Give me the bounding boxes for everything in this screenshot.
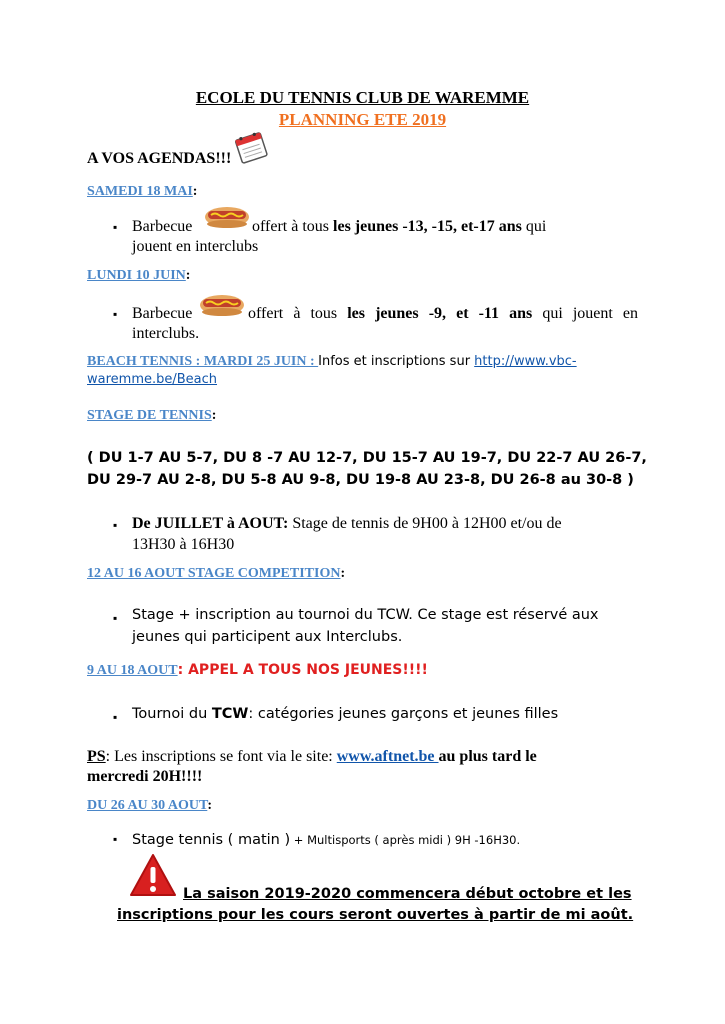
stage-bullet-line2: 13H30 à 16H30 [132, 536, 235, 553]
bullet: ▪ [113, 307, 118, 321]
section-appel-heading: 9 AU 18 AOUT: APPEL A TOUS NOS JEUNES!!!! [87, 662, 428, 678]
lundi-bullet-line2: interclubs. [132, 325, 200, 342]
competition-bullet-line2: jeunes qui participent aux Interclubs. [132, 629, 403, 645]
page-title: ECOLE DU TENNIS CLUB DE WAREMME [195, 88, 530, 107]
section-stage-heading: STAGE DE TENNIS: [87, 408, 217, 423]
beach-tennis-section: BEACH TENNIS : MARDI 25 JUIN : Infos et inscriptions sur http://www.vbc- [87, 354, 577, 369]
section-lundi-heading: LUNDI 10 JUIN: [87, 268, 191, 283]
beach-link[interactable]: http://www.vbc- [474, 354, 577, 369]
page-subtitle: PLANNING ETE 2019 [278, 110, 447, 129]
bullet: ▪ [113, 220, 118, 234]
notice-line1: La saison 2019-2020 commencera début octobre et les [183, 886, 632, 902]
section-samedi-heading: SAMEDI 18 MAI: [87, 184, 198, 199]
stage-bullet: De JUILLET à AOUT: Stage de tennis de 9H00 à 12H00 et/ou de [132, 515, 562, 532]
hotdog-icon [198, 288, 246, 323]
stage-dates-line1: ( DU 1-7 AU 5-7, DU 8 -7 AU 12-7, DU 15-7 AU 19-7, DU 22-7 AU 26-7, [87, 450, 647, 466]
appel-bullet: Tournoi du TCW: catégories jeunes garçons et jeunes filles [132, 706, 559, 722]
samedi-bullet-text: Barbecue [132, 218, 193, 235]
hotdog-icon [203, 200, 251, 235]
section-last-heading: DU 26 AU 30 AOUT: [87, 798, 212, 813]
calendar-icon [232, 128, 270, 171]
competition-bullet-line1: Stage + inscription au tournoi du TCW. Ce stage est réservé aux [132, 607, 599, 623]
samedi-bullet-line2: jouent en interclubs [132, 238, 259, 255]
last-bullet: Stage tennis ( matin ) + Multisports ( après midi ) 9H -16H30. [132, 832, 521, 848]
warning-icon [128, 852, 178, 903]
section-competition-heading: 12 AU 16 AOUT STAGE COMPETITION: [87, 566, 346, 581]
notice-line2: inscriptions pour les cours seront ouvertes à partir de mi août. [117, 907, 634, 923]
agendas-heading: A VOS AGENDAS!!! [87, 150, 232, 167]
aftnet-link[interactable]: www.aftnet.be [336, 748, 439, 765]
bullet: ▪ [113, 832, 118, 846]
beach-link-line2[interactable]: waremme.be/Beach [87, 372, 218, 387]
samedi-bullet-rest: offert à tous les jeunes -13, -15, et-17 ans qui [252, 218, 547, 235]
bullet: ▪ [113, 518, 118, 532]
bullet: ▪ [113, 611, 118, 625]
ps-line1: PS: Les inscriptions se font via le site: www.aftnet.be au plus tard le [87, 748, 537, 765]
bullet: ▪ [113, 710, 118, 724]
stage-dates-line2: DU 29-7 AU 2-8, DU 5-8 AU 9-8, DU 19-8 AU 23-8, DU 26-8 au 30-8 ) [87, 472, 634, 488]
lundi-bullet-text: Barbecue [132, 305, 193, 322]
ps-line2: mercredi 20H!!!! [87, 768, 203, 785]
lundi-bullet-rest: offert à tous les jeunes -9, et -11 ans qui jouent en [248, 305, 639, 322]
